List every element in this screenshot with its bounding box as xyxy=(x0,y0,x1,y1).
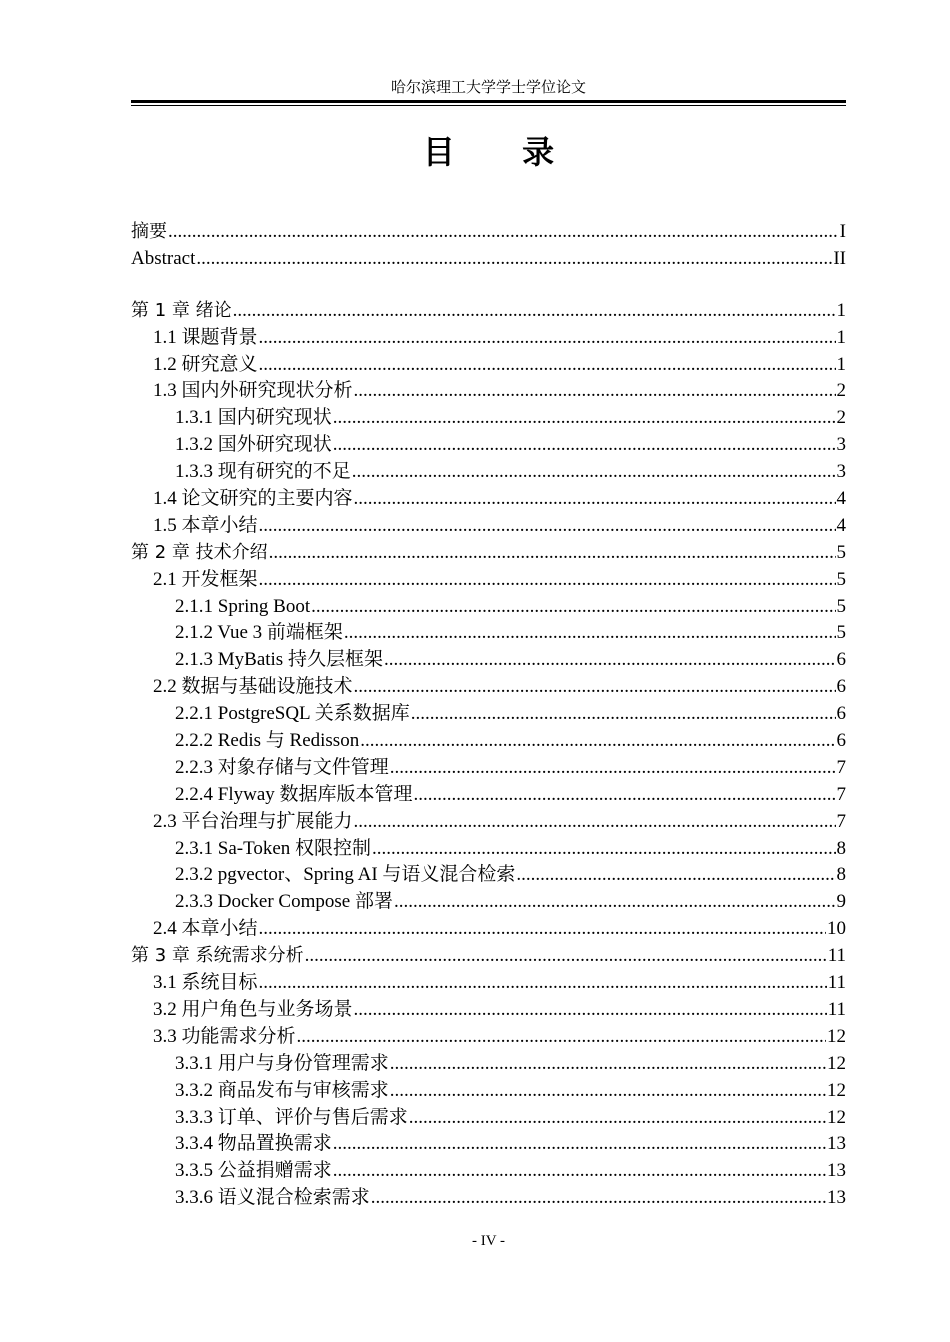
toc-entry-page-number: 6 xyxy=(836,730,846,752)
toc-entry[interactable] xyxy=(131,459,846,486)
toc-entry-title: 2.2.3 对象存储与文件管理 xyxy=(175,756,389,778)
toc-entry-page-number: 10 xyxy=(827,918,846,940)
dot-leader xyxy=(333,405,836,432)
dot-leader xyxy=(354,997,827,1024)
toc-entry-title: 2.2.4 Flyway 数据库版本管理 xyxy=(175,783,413,805)
dot-leader xyxy=(354,378,836,405)
dot-leader xyxy=(305,943,827,970)
running-header: 哈尔滨理工大学学士学位论文 xyxy=(390,80,586,96)
toc-entry-title: 3.3.5 公益捐赠需求 xyxy=(175,1160,332,1182)
toc-entry-page-number: 12 xyxy=(827,1052,846,1074)
toc-entry[interactable] xyxy=(131,378,846,405)
toc-entry-page-number: 7 xyxy=(836,810,846,832)
toc-entry-title: 1.1 课题背景 xyxy=(153,326,258,348)
toc-entry-page-number: 5 xyxy=(836,568,846,590)
toc-entry[interactable] xyxy=(131,916,846,943)
header-rule-thick xyxy=(131,100,846,103)
toc-entry-page-number: 5 xyxy=(836,622,846,644)
toc-entry[interactable] xyxy=(131,1024,846,1051)
toc-entry-page-number: 7 xyxy=(836,783,846,805)
toc-entry-page-number: 13 xyxy=(827,1160,846,1182)
toc-entry[interactable] xyxy=(131,970,846,997)
toc-entry-title: 1.3.1 国内研究现状 xyxy=(175,407,332,429)
toc-entry-page-number: 3 xyxy=(836,434,846,456)
toc-entry[interactable] xyxy=(131,540,846,567)
toc-entry-page-number: 5 xyxy=(836,541,846,563)
dot-leader xyxy=(233,298,836,325)
toc-entry-page-number: 2 xyxy=(836,380,846,402)
table-of-contents xyxy=(131,219,846,1212)
toc-entry[interactable] xyxy=(131,889,846,916)
toc-entry-page-number: 1 xyxy=(836,353,846,375)
toc-entry-title: 2.4 本章小结 xyxy=(153,918,258,940)
toc-title: 目 录 xyxy=(422,133,583,171)
dot-leader xyxy=(311,594,835,621)
toc-entry-page-number: 12 xyxy=(827,1079,846,1101)
toc-entry-title: 2.2.2 Redis 与 Redisson xyxy=(175,730,360,752)
toc-entry-page-number: 11 xyxy=(827,998,846,1020)
toc-entry-title: 3.3.4 物品置换需求 xyxy=(175,1133,332,1155)
dot-leader xyxy=(384,647,836,674)
toc-entry-title: 2.1 开发框架 xyxy=(153,568,258,590)
toc-entry-page-number: I xyxy=(839,221,846,242)
toc-entry-page-number: 11 xyxy=(827,972,846,994)
toc-entry-page-number: 5 xyxy=(836,595,846,617)
dot-leader xyxy=(352,459,836,486)
dot-leader xyxy=(259,970,827,997)
toc-entry-page-number: 13 xyxy=(827,1133,846,1155)
dot-leader xyxy=(168,219,839,246)
toc-entry-title: 2.2.1 PostgreSQL 关系数据库 xyxy=(175,703,410,725)
dot-leader xyxy=(333,1158,826,1185)
toc-entry[interactable] xyxy=(131,809,846,836)
toc-entry-title: 1.4 论文研究的主要内容 xyxy=(153,488,353,510)
toc-entry[interactable] xyxy=(131,513,846,540)
toc-entry[interactable] xyxy=(131,1078,846,1105)
toc-entry-title: 2.1.3 MyBatis 持久层框架 xyxy=(175,649,383,671)
toc-entry[interactable] xyxy=(131,836,846,863)
dot-leader xyxy=(344,620,836,647)
toc-entry-page-number: 6 xyxy=(836,676,846,698)
toc-entry-title: 3.2 用户角色与业务场景 xyxy=(153,998,353,1020)
dot-leader xyxy=(297,1024,826,1051)
toc-entry[interactable] xyxy=(131,782,846,809)
toc-entry-title: 2.1.2 Vue 3 前端框架 xyxy=(175,622,343,644)
toc-entry[interactable] xyxy=(131,486,846,513)
toc-entry[interactable] xyxy=(131,674,846,701)
toc-entry-title: 2.2 数据与基础设施技术 xyxy=(153,676,353,698)
toc-entry[interactable] xyxy=(131,1105,846,1132)
toc-entry[interactable] xyxy=(131,620,846,647)
toc-entry-page-number: 8 xyxy=(836,837,846,859)
toc-entry-page-number: 6 xyxy=(836,703,846,725)
toc-entry-page-number: 4 xyxy=(836,514,846,536)
dot-leader xyxy=(372,836,835,863)
toc-entry[interactable] xyxy=(131,594,846,621)
dot-leader xyxy=(409,1105,826,1132)
toc-entry[interactable] xyxy=(131,246,846,273)
toc-entry-page-number: 1 xyxy=(836,299,846,321)
dot-leader xyxy=(259,567,836,594)
toc-entry[interactable] xyxy=(131,1051,846,1078)
dot-leader xyxy=(411,701,836,728)
toc-entry-page-number: 13 xyxy=(827,1187,846,1209)
toc-entry-page-number: 8 xyxy=(836,864,846,886)
toc-entry-page-number: 2 xyxy=(836,407,846,429)
toc-entry-title: 1.3.2 国外研究现状 xyxy=(175,434,332,456)
dot-leader xyxy=(354,674,836,701)
toc-entry-title: 2.3 平台治理与扩展能力 xyxy=(153,810,353,832)
toc-entry-title: 1.3 国内外研究现状分析 xyxy=(153,380,353,402)
toc-entry[interactable] xyxy=(131,298,846,325)
toc-entry-page-number: II xyxy=(833,247,846,269)
page-number-footer: - IV - xyxy=(471,1233,506,1249)
dot-leader xyxy=(390,1051,826,1078)
toc-entry[interactable] xyxy=(131,352,846,379)
toc-entry[interactable] xyxy=(131,405,846,432)
toc-entry[interactable] xyxy=(131,567,846,594)
dot-leader xyxy=(269,540,836,567)
toc-entry-title: Abstract xyxy=(131,247,196,269)
header-rule-thin xyxy=(131,105,846,106)
toc-entry-title: 3.3 功能需求分析 xyxy=(153,1025,296,1047)
toc-entry[interactable] xyxy=(131,701,846,728)
toc-entry[interactable] xyxy=(131,755,846,782)
toc-entry[interactable] xyxy=(131,1158,846,1185)
toc-entry-page-number: 6 xyxy=(836,649,846,671)
dot-leader xyxy=(390,1078,826,1105)
dot-leader xyxy=(259,916,826,943)
toc-entry-title: 3.3.1 用户与身份管理需求 xyxy=(175,1052,389,1074)
toc-entry-title: 第 3 章 系统需求分析 xyxy=(131,945,304,967)
dot-leader xyxy=(196,246,832,273)
toc-entry-title: 3.1 系统目标 xyxy=(153,972,258,994)
dot-leader xyxy=(354,486,836,513)
toc-entry[interactable] xyxy=(131,1131,846,1158)
toc-entry-page-number: 9 xyxy=(836,891,846,913)
toc-entry-title: 1.2 研究意义 xyxy=(153,353,258,375)
toc-entry-page-number: 12 xyxy=(827,1025,846,1047)
dot-leader xyxy=(259,513,836,540)
toc-entry-title: 2.3.3 Docker Compose 部署 xyxy=(175,891,393,913)
dot-leader xyxy=(414,782,836,809)
toc-entry[interactable] xyxy=(131,432,846,459)
toc-entry-page-number: 12 xyxy=(827,1106,846,1128)
toc-entry-title: 第 2 章 技术介绍 xyxy=(131,541,268,563)
toc-entry-title: 3.3.3 订单、评价与售后需求 xyxy=(175,1106,408,1128)
dot-leader xyxy=(390,755,836,782)
toc-entry-title: 2.3.1 Sa-Token 权限控制 xyxy=(175,837,372,859)
toc-entry-title: 第 1 章 绪论 xyxy=(131,299,232,321)
toc-entry[interactable] xyxy=(131,219,846,246)
toc-entry-page-number: 4 xyxy=(836,488,846,510)
dot-leader xyxy=(394,889,836,916)
toc-entry[interactable] xyxy=(131,862,846,889)
toc-entry-page-number: 7 xyxy=(836,756,846,778)
toc-entry[interactable] xyxy=(131,647,846,674)
toc-entry-page-number: 1 xyxy=(836,326,846,348)
toc-entry[interactable] xyxy=(131,325,846,352)
dot-leader xyxy=(259,325,836,352)
toc-entry-title: 摘要 xyxy=(131,221,167,242)
dot-leader xyxy=(259,352,836,379)
toc-entry[interactable] xyxy=(131,1185,846,1212)
toc-entry-title: 2.3.2 pgvector、Spring AI 与语义混合检索 xyxy=(175,864,516,886)
toc-entry-title: 3.3.2 商品发布与审核需求 xyxy=(175,1079,389,1101)
dot-leader xyxy=(360,728,835,755)
dot-leader xyxy=(371,1185,826,1212)
toc-entry[interactable] xyxy=(131,943,846,970)
toc-entry[interactable] xyxy=(131,997,846,1024)
toc-entry-title: 3.3.6 语义混合检索需求 xyxy=(175,1187,370,1209)
toc-entry-title: 2.1.1 Spring Boot xyxy=(175,595,311,617)
toc-entry-title: 1.5 本章小结 xyxy=(153,514,258,536)
toc-entry[interactable] xyxy=(131,728,846,755)
dot-leader xyxy=(333,432,836,459)
toc-entry-page-number: 3 xyxy=(836,461,846,483)
toc-entry-page-number: 11 xyxy=(827,945,846,967)
toc-entry-title: 1.3.3 现有研究的不足 xyxy=(175,461,351,483)
dot-leader xyxy=(333,1131,826,1158)
dot-leader xyxy=(516,862,835,889)
dot-leader xyxy=(354,809,836,836)
